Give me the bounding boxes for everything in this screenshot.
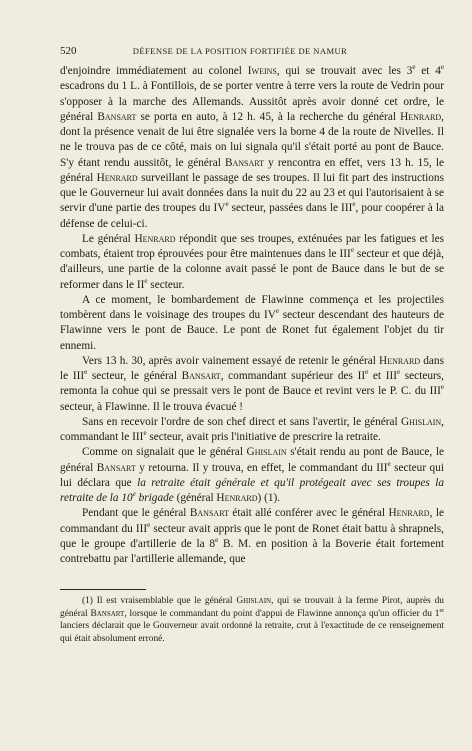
name-smallcaps: Ghislain [401, 415, 442, 428]
name-smallcaps: Bansart [189, 507, 229, 520]
text-run: secteur, avait pris l'initiative de prescrire la retraite. [146, 431, 381, 443]
name-smallcaps: Bansart [224, 156, 265, 169]
text-run: se porta en auto, à 12 h. 45, à la recherche du général [136, 110, 401, 123]
text-run: était allé conférer avec le général [228, 507, 389, 520]
text-run: brigade [135, 492, 174, 504]
superscript: e [365, 368, 369, 377]
text-run: d'enjoindre immédiatement au colonel [60, 65, 248, 77]
name-smallcaps: Bansart [97, 110, 137, 123]
text-run: (général [173, 492, 217, 504]
name-smallcaps: Bansart [181, 370, 221, 382]
paragraph [60, 354, 444, 415]
text-run: secteur et que déjà, d'ailleurs, une partie de la colonne avait passé le pont de Bauce dans le but de se reformer dans le II [60, 248, 445, 291]
superscript: e [440, 63, 445, 72]
name-smallcaps: Bansart [96, 461, 136, 474]
text-run: secteur, à Flawinne. Il le trouva évacué ! [60, 400, 244, 413]
page-header [60, 44, 420, 58]
text-run: A ce moment, le bombardement de Flawinne commença et les projectiles tombèrent dans le voisinage des troupes du IV [60, 293, 444, 321]
paragraph [60, 232, 444, 293]
superscript: e [132, 490, 136, 499]
text-run: y rencontra en effet, vers 13 h. 15, le général [60, 156, 444, 184]
superscript: e [387, 459, 391, 468]
superscript: e [225, 200, 229, 209]
main-text [60, 64, 444, 567]
paragraph [60, 445, 444, 506]
superscript: e [350, 246, 354, 255]
name-smallcaps: Henrard [96, 171, 138, 184]
superscript: e [144, 276, 148, 285]
text-run: dans le III [60, 354, 444, 382]
text-run: Vers 13 h. 30, après avoir vainement essayé de retenir le général [82, 354, 380, 367]
text-run: secteur, passées dans le III [228, 202, 353, 215]
text-run: secteur qui lui déclara que [60, 461, 444, 489]
superscript: e [397, 368, 401, 377]
text-run: et 4 [415, 65, 441, 77]
text-run: secteurs, remonta la cohue qui se pressait vers le pont de Bauce et revint vers le P. C. du III [60, 370, 444, 398]
text-run: , pour coopérer à la défense de celui-ci. [60, 202, 444, 230]
name-smallcaps: Ghislain [246, 446, 287, 459]
text-run: escadrons du 1 L. à Fontillois, de se porter ventre à terre vers la route de Vedrin pour s'opposer à la marche des Allemands. Aussitôt après avoir donné cet ordre, le général [60, 80, 444, 123]
name-smallcaps: Ghislain [236, 596, 272, 606]
text-run: lanciers déclarait que le Gouverneur avait ordonné la retraite, crut à l'exactitude de ce renseignement qui était absolument erroné. [60, 621, 444, 644]
text-run: , qui se trouvait à la ferme Pirot, auprès du général [60, 596, 444, 619]
name-smallcaps: Henrard [216, 492, 258, 504]
text-run: Sans en recevoir l'ordre de son chef direct et sans l'avertir, le général [82, 415, 402, 428]
name-smallcaps: Iweins [247, 65, 277, 77]
name-smallcaps: Henrard [400, 110, 442, 123]
text-run: ) (1). [257, 492, 281, 504]
superscript: e [215, 535, 219, 544]
superscript: e [352, 200, 356, 209]
paragraph [60, 415, 444, 446]
superscript: e [147, 520, 151, 529]
superscript: e [84, 368, 88, 377]
superscript: e [412, 63, 416, 72]
text-run: secteur. [147, 278, 185, 291]
text-run: Pendant que le général [82, 507, 190, 520]
text-run: y retourna. Il y trouva, en effet, le commandant du III [135, 461, 388, 474]
text-run: , commandant le III [60, 415, 444, 443]
paragraph [60, 64, 444, 232]
text-run: , qui se trouvait avec les 3 [276, 65, 413, 77]
paragraph [60, 293, 444, 354]
text-run: , dont la présence venait de lui être signalée vers la borne 4 de la route de Nivelles. Il ne le trouva pas de ce côté, mais on lui signala qu'il s'était porté au pont de Bauce. S'y étant rendu aussitôt, le général [60, 110, 444, 169]
text-run: secteur avait appris que le pont de Ronet était battu à shrapnels, que le groupe d'artillerie de la 8 [60, 522, 444, 550]
superscript: e [143, 429, 147, 438]
text-run: surveillant le passage de ses troupes. Il lui fit part des instructions que le Gouverneur lui avait données dans la nuit du 22 au 23 et qui l'autorisaient à se servir d'une partie des troupes du IV [60, 171, 444, 215]
text-run: s'était rendu au pont de Bauce, le général [60, 446, 444, 474]
paragraph [60, 506, 444, 567]
footnote [60, 595, 444, 645]
name-smallcaps: Henrard [134, 232, 176, 245]
text-run: (1) Il est vraisemblable que le général [82, 596, 237, 606]
text-run: , lorsque le commandant du point d'appui de Flawinne annonça qu'un officier du 1 [124, 608, 440, 619]
running-title: DÉFENSE DE LA POSITION FORTIFIÉE DE NAMUR [132, 46, 348, 56]
text-run: secteur descendant des hauteurs de Flawinne vers le pont de Bauce. Le pont de Ronet fut également l'objet du tir ennemi. [60, 309, 444, 352]
superscript: e [275, 307, 279, 316]
text-run: , le commandant du III [60, 507, 444, 535]
text-run: répondit que ses troupes, exténuées par les fatigues et les combats, étaient trop éprouvées pour être maintenues dans le III [60, 232, 444, 260]
text-run: secteur, le général [87, 370, 182, 382]
name-smallcaps: Henrard [379, 354, 421, 367]
superscript: er [439, 607, 445, 614]
footnote-separator [60, 589, 146, 590]
text-run: Le général [82, 232, 135, 245]
text-run: et III [368, 370, 397, 382]
text-run: B. M. en position à la Boverie était fortement contrebattu par l'artillerie allemande, que [60, 537, 445, 565]
text-run: , commandant supérieur des II [220, 370, 366, 382]
page-number: 520 [60, 45, 77, 57]
superscript: e [440, 383, 444, 392]
text-run: la retraite était générale et qu'il protégeait avec ses troupes la retraite de la 10 [60, 476, 444, 504]
text-run: Comme on signalait que le général [82, 446, 247, 459]
name-smallcaps: Bansart [90, 608, 125, 619]
name-smallcaps: Henrard [388, 507, 430, 520]
